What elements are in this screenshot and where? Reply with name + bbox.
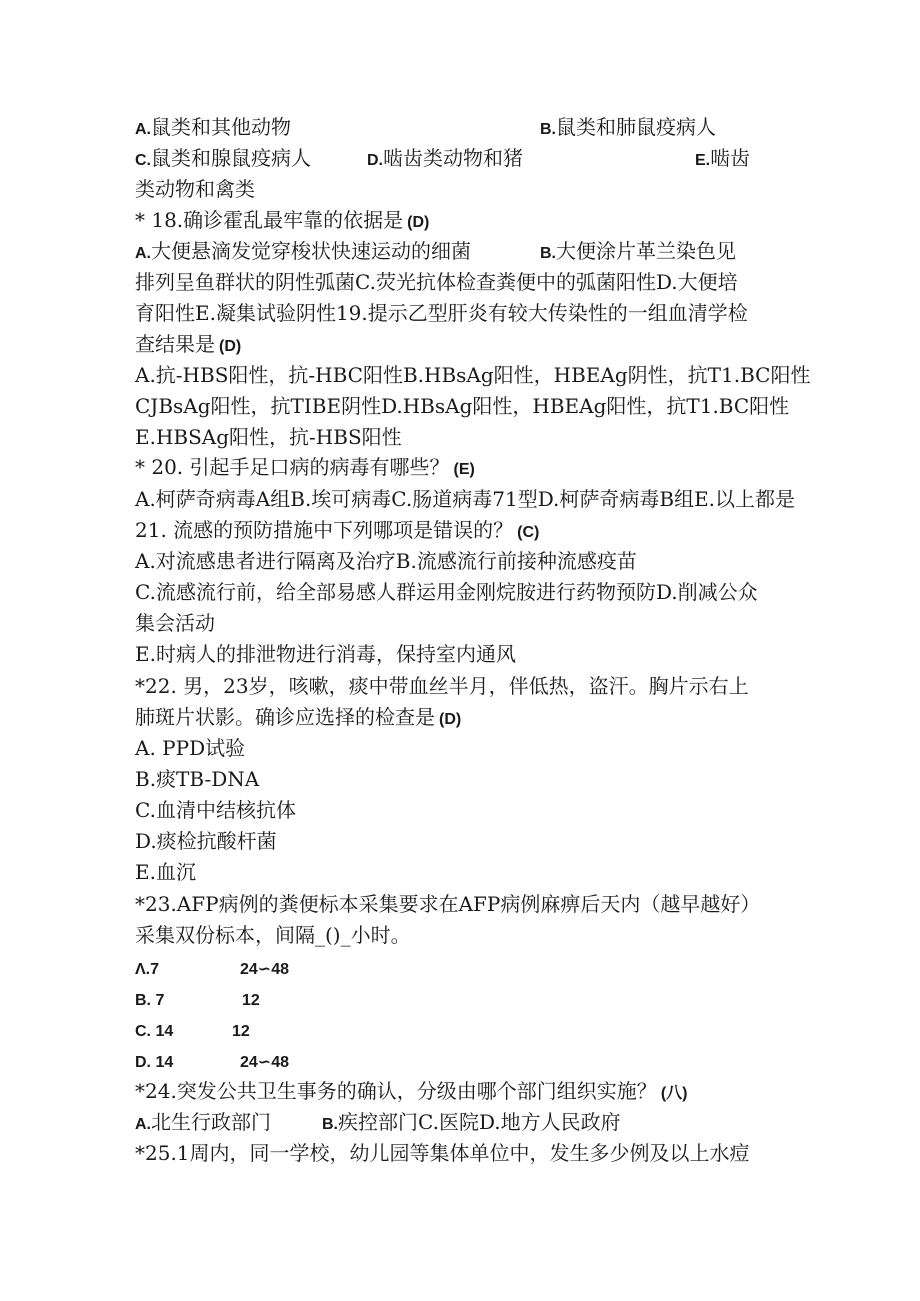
- option-text: 大便悬滴发觉穿梭状快速运动的细菌: [151, 239, 471, 263]
- option-column: [232, 1014, 250, 1047]
- option-text: 鼠类和肺鼠疫病人: [556, 115, 716, 139]
- option-column: [135, 1045, 173, 1078]
- text-line: [135, 608, 215, 639]
- option-letter: B. 7: [135, 992, 165, 1009]
- option-letter: E.: [695, 152, 711, 169]
- line-text: 21. 流感的预防措施中下列哪项是错误的？: [135, 518, 514, 542]
- option-letter: C.: [135, 152, 151, 169]
- line-text: C.流感流行前，给全部易感人群运用金刚烷胺进行药物预防D.削减公众: [135, 580, 758, 604]
- option-column: [240, 1045, 289, 1078]
- option-letter: B.: [540, 121, 556, 138]
- line-text: 查结果是: [135, 332, 215, 356]
- line-text: A.抗-HBS阳性，抗-HBC阳性B.HBsAg阳性，HBEAg阴性，抗T1.BC阳性: [135, 363, 811, 387]
- text-line: [135, 422, 402, 453]
- line-text: A.柯萨奇病毒A组B.埃可病毒C.肠道病毒71型D.柯萨奇病毒B组E.以上都是: [135, 487, 796, 511]
- text-line: [135, 205, 429, 238]
- text-line: [135, 1138, 750, 1169]
- option-letter: A.: [135, 1116, 151, 1133]
- answer-key: (D): [407, 214, 430, 231]
- line-text: * 20. 引起手足口病的病毒有哪些？: [135, 455, 450, 479]
- option-text: 24∽48: [240, 1054, 289, 1071]
- option-column: [135, 952, 159, 985]
- option-column: [135, 1107, 271, 1140]
- text-line: [135, 267, 738, 298]
- option-text: 啮齿类动物和猪: [383, 146, 523, 170]
- option-column: [540, 236, 736, 269]
- option-column: [135, 112, 291, 145]
- line-text: C.血清中结核抗体: [135, 798, 296, 822]
- option-column: [695, 143, 750, 176]
- text-line: [135, 515, 539, 548]
- text-line: [135, 826, 277, 857]
- text-line: [135, 391, 789, 422]
- text-line: [135, 733, 245, 764]
- text-line: [135, 1076, 687, 1109]
- option-letter: D.: [367, 152, 383, 169]
- line-text: 采集双份标本，间隔_()_小时。: [135, 923, 411, 947]
- line-text: CJBsAg阳性，抗TIBE阴性D.HBsAg阳性，HBEAg阳性，抗T1.BC阳性: [135, 394, 790, 418]
- option-column: [242, 983, 260, 1016]
- option-column: [135, 1014, 173, 1047]
- option-text: 24∽48: [240, 961, 289, 978]
- answer-key: (D): [219, 338, 242, 355]
- line-text: E.HBSAg阳性，抗-HBS阳性: [135, 425, 402, 449]
- option-letter: A.: [135, 245, 151, 262]
- option-column: [135, 983, 164, 1016]
- line-text: D.痰检抗酸杆菌: [135, 829, 277, 853]
- line-text: A.对流感患者进行隔离及治疗B.流感流行前接种流感疫苗: [135, 549, 637, 573]
- option-letter: Λ.7: [135, 961, 160, 978]
- option-column: [240, 952, 289, 985]
- answer-key: (E): [453, 461, 475, 478]
- option-text: 鼠类和其他动物: [151, 115, 291, 139]
- text-line: [135, 298, 748, 329]
- option-letter: A.: [135, 121, 151, 138]
- option-column: [367, 143, 523, 176]
- option-column: [135, 236, 471, 269]
- text-line: [135, 889, 760, 920]
- option-column: [322, 1107, 621, 1140]
- text-line: [135, 174, 255, 205]
- line-text: 集会活动: [135, 611, 215, 635]
- answer-key: (C): [517, 524, 540, 541]
- line-text: 排列呈鱼群状的阴性弧菌C.荧光抗体检查粪便中的弧菌阳性D.大便培: [135, 270, 738, 294]
- option-text: 12: [242, 992, 260, 1009]
- text-line: [135, 857, 196, 888]
- option-letter: D. 14: [135, 1054, 174, 1071]
- answer-key: (D): [439, 711, 462, 728]
- option-text: 大便涂片革兰染色见: [556, 239, 736, 263]
- option-letter: B.: [322, 1116, 338, 1133]
- text-line: [135, 702, 461, 735]
- answer-key: (八): [660, 1085, 688, 1102]
- line-text: *25.1周内，同一学校，幼儿园等集体单位中，发生多少例及以上水痘: [135, 1141, 750, 1165]
- text-line: [135, 764, 259, 795]
- option-text: 12: [232, 1023, 250, 1040]
- text-line: [135, 639, 516, 670]
- option-text: 北生行政部门: [151, 1110, 271, 1134]
- text-line: [135, 484, 795, 515]
- text-line: [135, 546, 637, 577]
- line-text: 类动物和禽类: [135, 177, 255, 201]
- line-text: E.血沉: [135, 860, 196, 884]
- line-text: A. PPD试验: [135, 736, 246, 760]
- option-column: [540, 112, 716, 145]
- line-text: *22. 男，23岁，咳嗽，痰中带血丝半月，伴低热，盗汗。胸片示右上: [135, 674, 749, 698]
- text-line: [135, 671, 749, 702]
- option-text: 鼠类和腺鼠疫病人: [151, 146, 311, 170]
- line-text: E.时病人的排泄物进行消毒，保持室内通风: [135, 642, 516, 666]
- text-line: [135, 360, 810, 391]
- text-line: [135, 577, 758, 608]
- line-text: 肺斑片状影。确诊应选择的检查是: [135, 705, 435, 729]
- text-line: [135, 920, 411, 951]
- line-text: B.痰TB-DNA: [135, 767, 260, 791]
- option-column: [135, 143, 311, 176]
- line-text: *24.突发公共卫生事务的确认，分级由哪个部门组织实施？: [135, 1079, 657, 1103]
- text-line: [135, 795, 296, 826]
- line-text: *23.AFP病例的粪便标本采集要求在AFP病例麻痹后天内（越早越好）: [135, 892, 761, 916]
- option-text: 疾控部门C.医院D.地方人民政府: [338, 1110, 621, 1134]
- line-text: * 18.确诊霍乱最牢靠的依据是: [135, 208, 404, 232]
- text-line: [135, 329, 241, 362]
- text-line: [135, 452, 475, 485]
- line-text: 育阳性E.凝集试验阴性19.提示乙型肝炎有较大传染性的一组血清学检: [135, 301, 748, 325]
- option-text: 啮齿: [710, 146, 751, 170]
- option-letter: C. 14: [135, 1023, 174, 1040]
- option-letter: B.: [540, 245, 556, 262]
